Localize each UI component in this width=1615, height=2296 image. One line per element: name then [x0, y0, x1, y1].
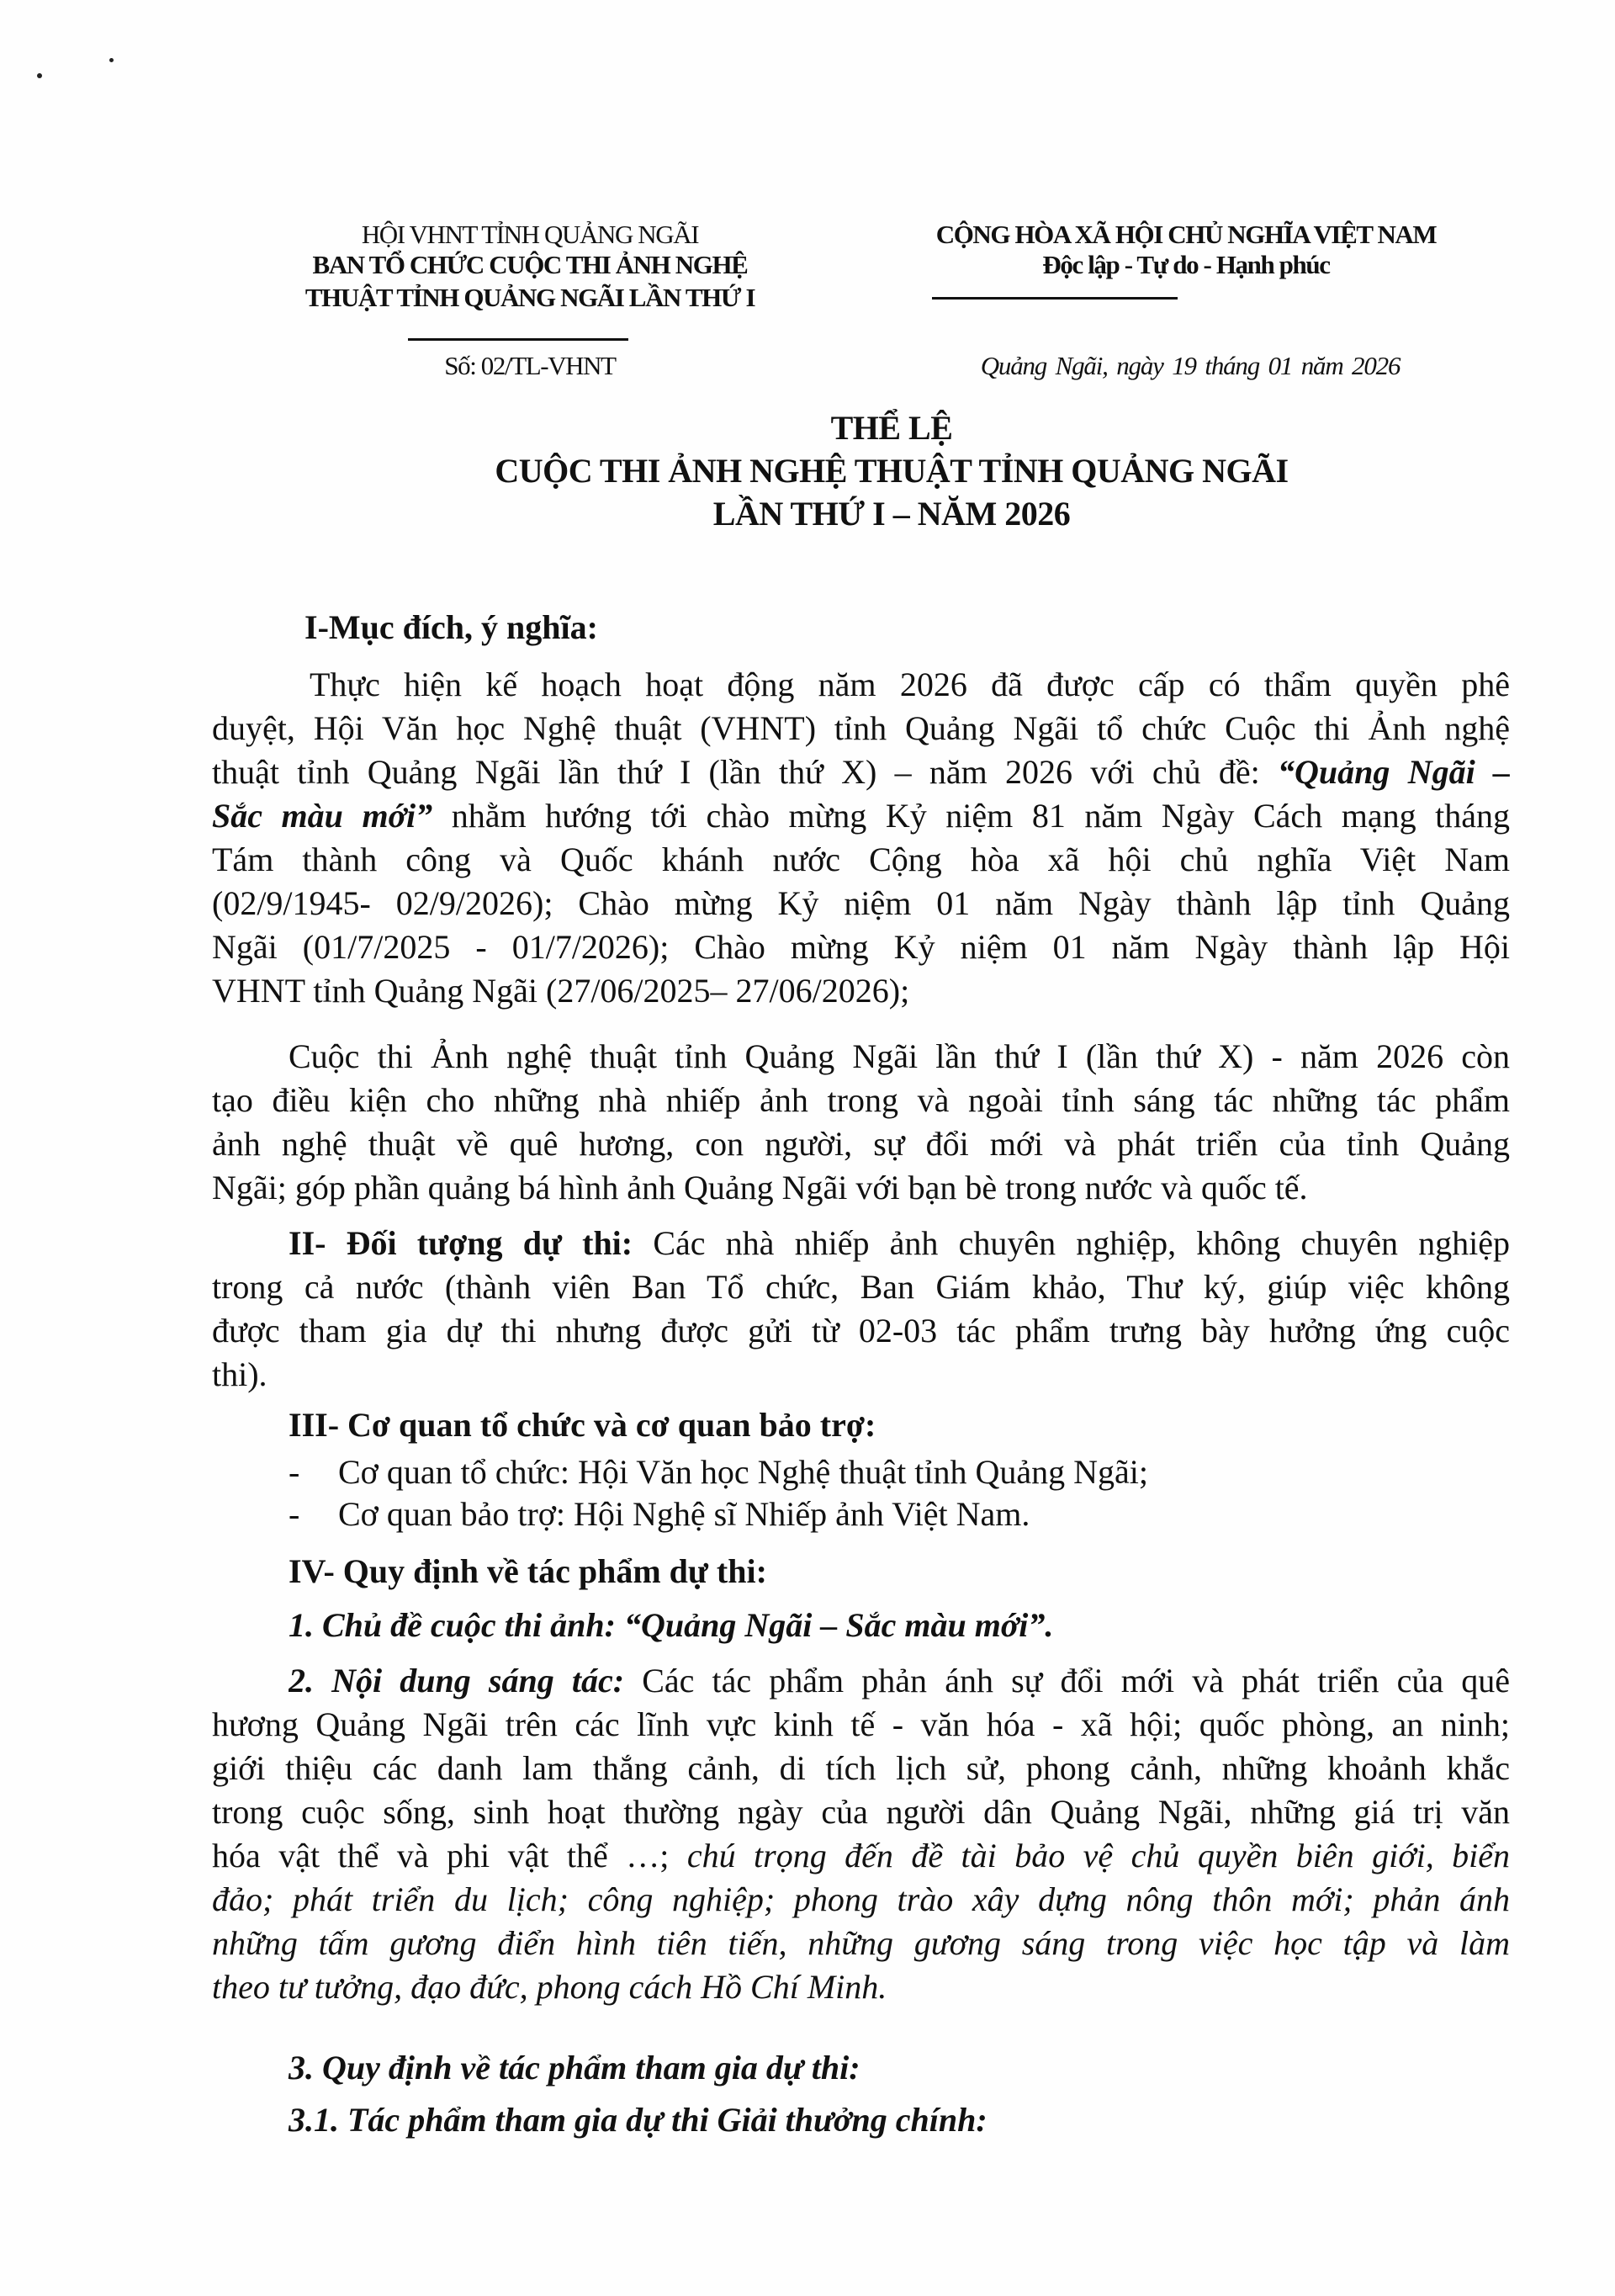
paragraph-line: được tham gia dự thi nhưng được gửi từ 02-03 tác phẩm trưng bày hưởng ứng cuộc — [212, 1312, 1510, 1349]
paragraph-line: trong cả nước (thành viên Ban Tổ chức, Ban Giám khảo, Thư ký, giúp việc không — [212, 1268, 1510, 1306]
paragraph-line: trong cuộc sống, sinh hoạt thường ngày của người dân Quảng Ngãi, những giá trị văn — [212, 1793, 1510, 1831]
paragraph-line: (02/9/1945- 02/9/2026); Chào mừng Kỷ niệm 01 năm Ngày thành lập tỉnh Quảng — [212, 884, 1510, 922]
paragraph-line: Cuộc thi Ảnh nghệ thuật tỉnh Quảng Ngãi lần thứ I (lần thứ X) - năm 2026 còn — [289, 1037, 1510, 1075]
title-line-2: CUỘC THI ẢNH NGHỆ THUẬT TỈNH QUẢNG NGÃI — [495, 452, 1289, 490]
item-2-label: 2. Nội dung sáng tác: — [289, 1662, 625, 1699]
nation-name: CỘNG HÒA XÃ HỘI CHỦ NGHĨA VIỆT NAM — [935, 220, 1437, 249]
place-date: Quảng Ngãi, ngày 19 tháng 01 năm 2026 — [980, 351, 1401, 380]
paragraph-line — [289, 1222, 1510, 1265]
paragraph-line — [212, 750, 1510, 794]
paragraph-text: Các nhà nhiếp ảnh chuyên nghiệp, không chuyên nghiệp — [653, 1224, 1510, 1262]
bullet-text: Cơ quan bảo trợ: Hội Nghệ sĩ Nhiếp ảnh Việt Nam. — [338, 1495, 1030, 1533]
paragraph-line: giới thiệu các danh lam thắng cảnh, di tích lịch sử, phong cảnh, những khoảnh khắc — [212, 1749, 1510, 1787]
paragraph-line: duyệt, Hội Văn học Nghệ thuật (VHNT) tỉnh Quảng Ngãi tổ chức Cuộc thi Ảnh nghệ — [212, 709, 1510, 747]
paragraph-line: đảo; phát triển du lịch; công nghiệp; phong trào xây dựng nông thôn mới; phản ánh — [212, 1880, 1510, 1918]
title-line-1: THỂ LỆ — [830, 409, 953, 447]
issuer-line-3: THUẬT TỈNH QUẢNG NGÃI LẦN THỨ I — [304, 283, 755, 312]
section-2-heading: II- Đối tượng dự thi: — [289, 1224, 633, 1262]
paragraph-line: tạo điều kiện cho những nhà nhiếp ảnh trong và ngoài tỉnh sáng tác những tác phẩm — [212, 1081, 1510, 1119]
section-4-heading: IV- Quy định về tác phẩm dự thi: — [289, 1552, 767, 1590]
paragraph-line — [212, 1834, 1510, 1878]
paragraph-text: hóa vật thể và phi vật thể …; — [212, 1837, 687, 1874]
scan-speck — [37, 73, 42, 78]
paragraph-line: ảnh nghệ thuật về quê hương, con người, sự đổi mới và phát triển của tỉnh Quảng — [212, 1125, 1510, 1163]
paragraph-line: những tấm gương điển hình tiên tiến, những gương sáng trong việc học tập và làm — [212, 1924, 1510, 1962]
issuer-line-1: HỘI VHNT TỈNH QUẢNG NGÃI — [361, 220, 699, 249]
item-1-theme: 1. Chủ đề cuộc thi ảnh: “Quảng Ngãi – Sắc màu mới”. — [289, 1606, 1054, 1644]
paragraph-line — [289, 1659, 1510, 1703]
paragraph-line: thi). — [212, 1355, 267, 1393]
paragraph-line: Thực hiện kế hoạch hoạt động năm 2026 đã được cấp có thẩm quyền phê — [310, 665, 1510, 703]
doc-number: Số: 02/TL-VHNT — [444, 351, 616, 380]
paragraph-text: nhằm hướng tới chào mừng Kỷ niệm 81 năm Ngày Cách mạng tháng — [451, 797, 1510, 835]
contest-theme: Sắc màu mới” — [212, 797, 433, 835]
scan-speck — [109, 58, 114, 62]
title-line-3: LẦN THỨ I – NĂM 2026 — [712, 495, 1071, 533]
bullet-text: Cơ quan tổ chức: Hội Văn học Nghệ thuật tỉnh Quảng Ngãi; — [338, 1453, 1149, 1491]
paragraph-line: theo tư tưởng, đạo đức, phong cách Hồ Chí Minh. — [212, 1968, 887, 2006]
issuer-line-2: BAN TỔ CHỨC CUỘC THI ẢNH NGHỆ — [312, 250, 748, 279]
contest-theme: “Quảng Ngãi – — [1278, 753, 1510, 791]
issuer-underline — [408, 338, 628, 341]
bullet-dash: - — [289, 1453, 300, 1491]
paragraph-line — [212, 794, 1510, 838]
bullet-dash: - — [289, 1495, 300, 1533]
emphasis-text: chú trọng đến đề tài bảo vệ chủ quyền biên giới, biển — [686, 1837, 1510, 1874]
motto-underline — [932, 297, 1178, 300]
section-1-heading: I-Mục đích, ý nghĩa: — [304, 608, 598, 646]
paragraph-line: Ngãi; góp phần quảng bá hình ảnh Quảng Ngãi với bạn bè trong nước và quốc tế. — [212, 1169, 1308, 1206]
paragraph-text: thuật tỉnh Quảng Ngãi lần thứ I (lần thứ X) – năm 2026 với chủ đề: — [212, 753, 1279, 791]
item-3-heading: 3. Quy định về tác phẩm tham gia dự thi: — [289, 2049, 860, 2087]
paragraph-line: VHNT tỉnh Quảng Ngãi (27/06/2025– 27/06/2026); — [212, 972, 910, 1010]
paragraph-text: Các tác phẩm phản ánh sự đổi mới và phát triển của quê — [642, 1662, 1510, 1699]
paragraph-line: Tám thành công và Quốc khánh nước Cộng hòa xã hội chủ nghĩa Việt Nam — [212, 840, 1510, 878]
item-3-1-heading: 3.1. Tác phẩm tham gia dự thi Giải thưởng chính: — [289, 2101, 988, 2139]
nation-motto: Độc lập - Tự do - Hạnh phúc — [1042, 250, 1330, 279]
paragraph-line: Ngãi (01/7/2025 - 01/7/2026); Chào mừng Kỷ niệm 01 năm Ngày thành lập Hội — [212, 928, 1510, 966]
paragraph-line: hương Quảng Ngãi trên các lĩnh vực kinh tế - văn hóa - xã hội; quốc phòng, an ninh; — [212, 1705, 1510, 1743]
section-3-heading: III- Cơ quan tổ chức và cơ quan bảo trợ: — [289, 1406, 876, 1444]
